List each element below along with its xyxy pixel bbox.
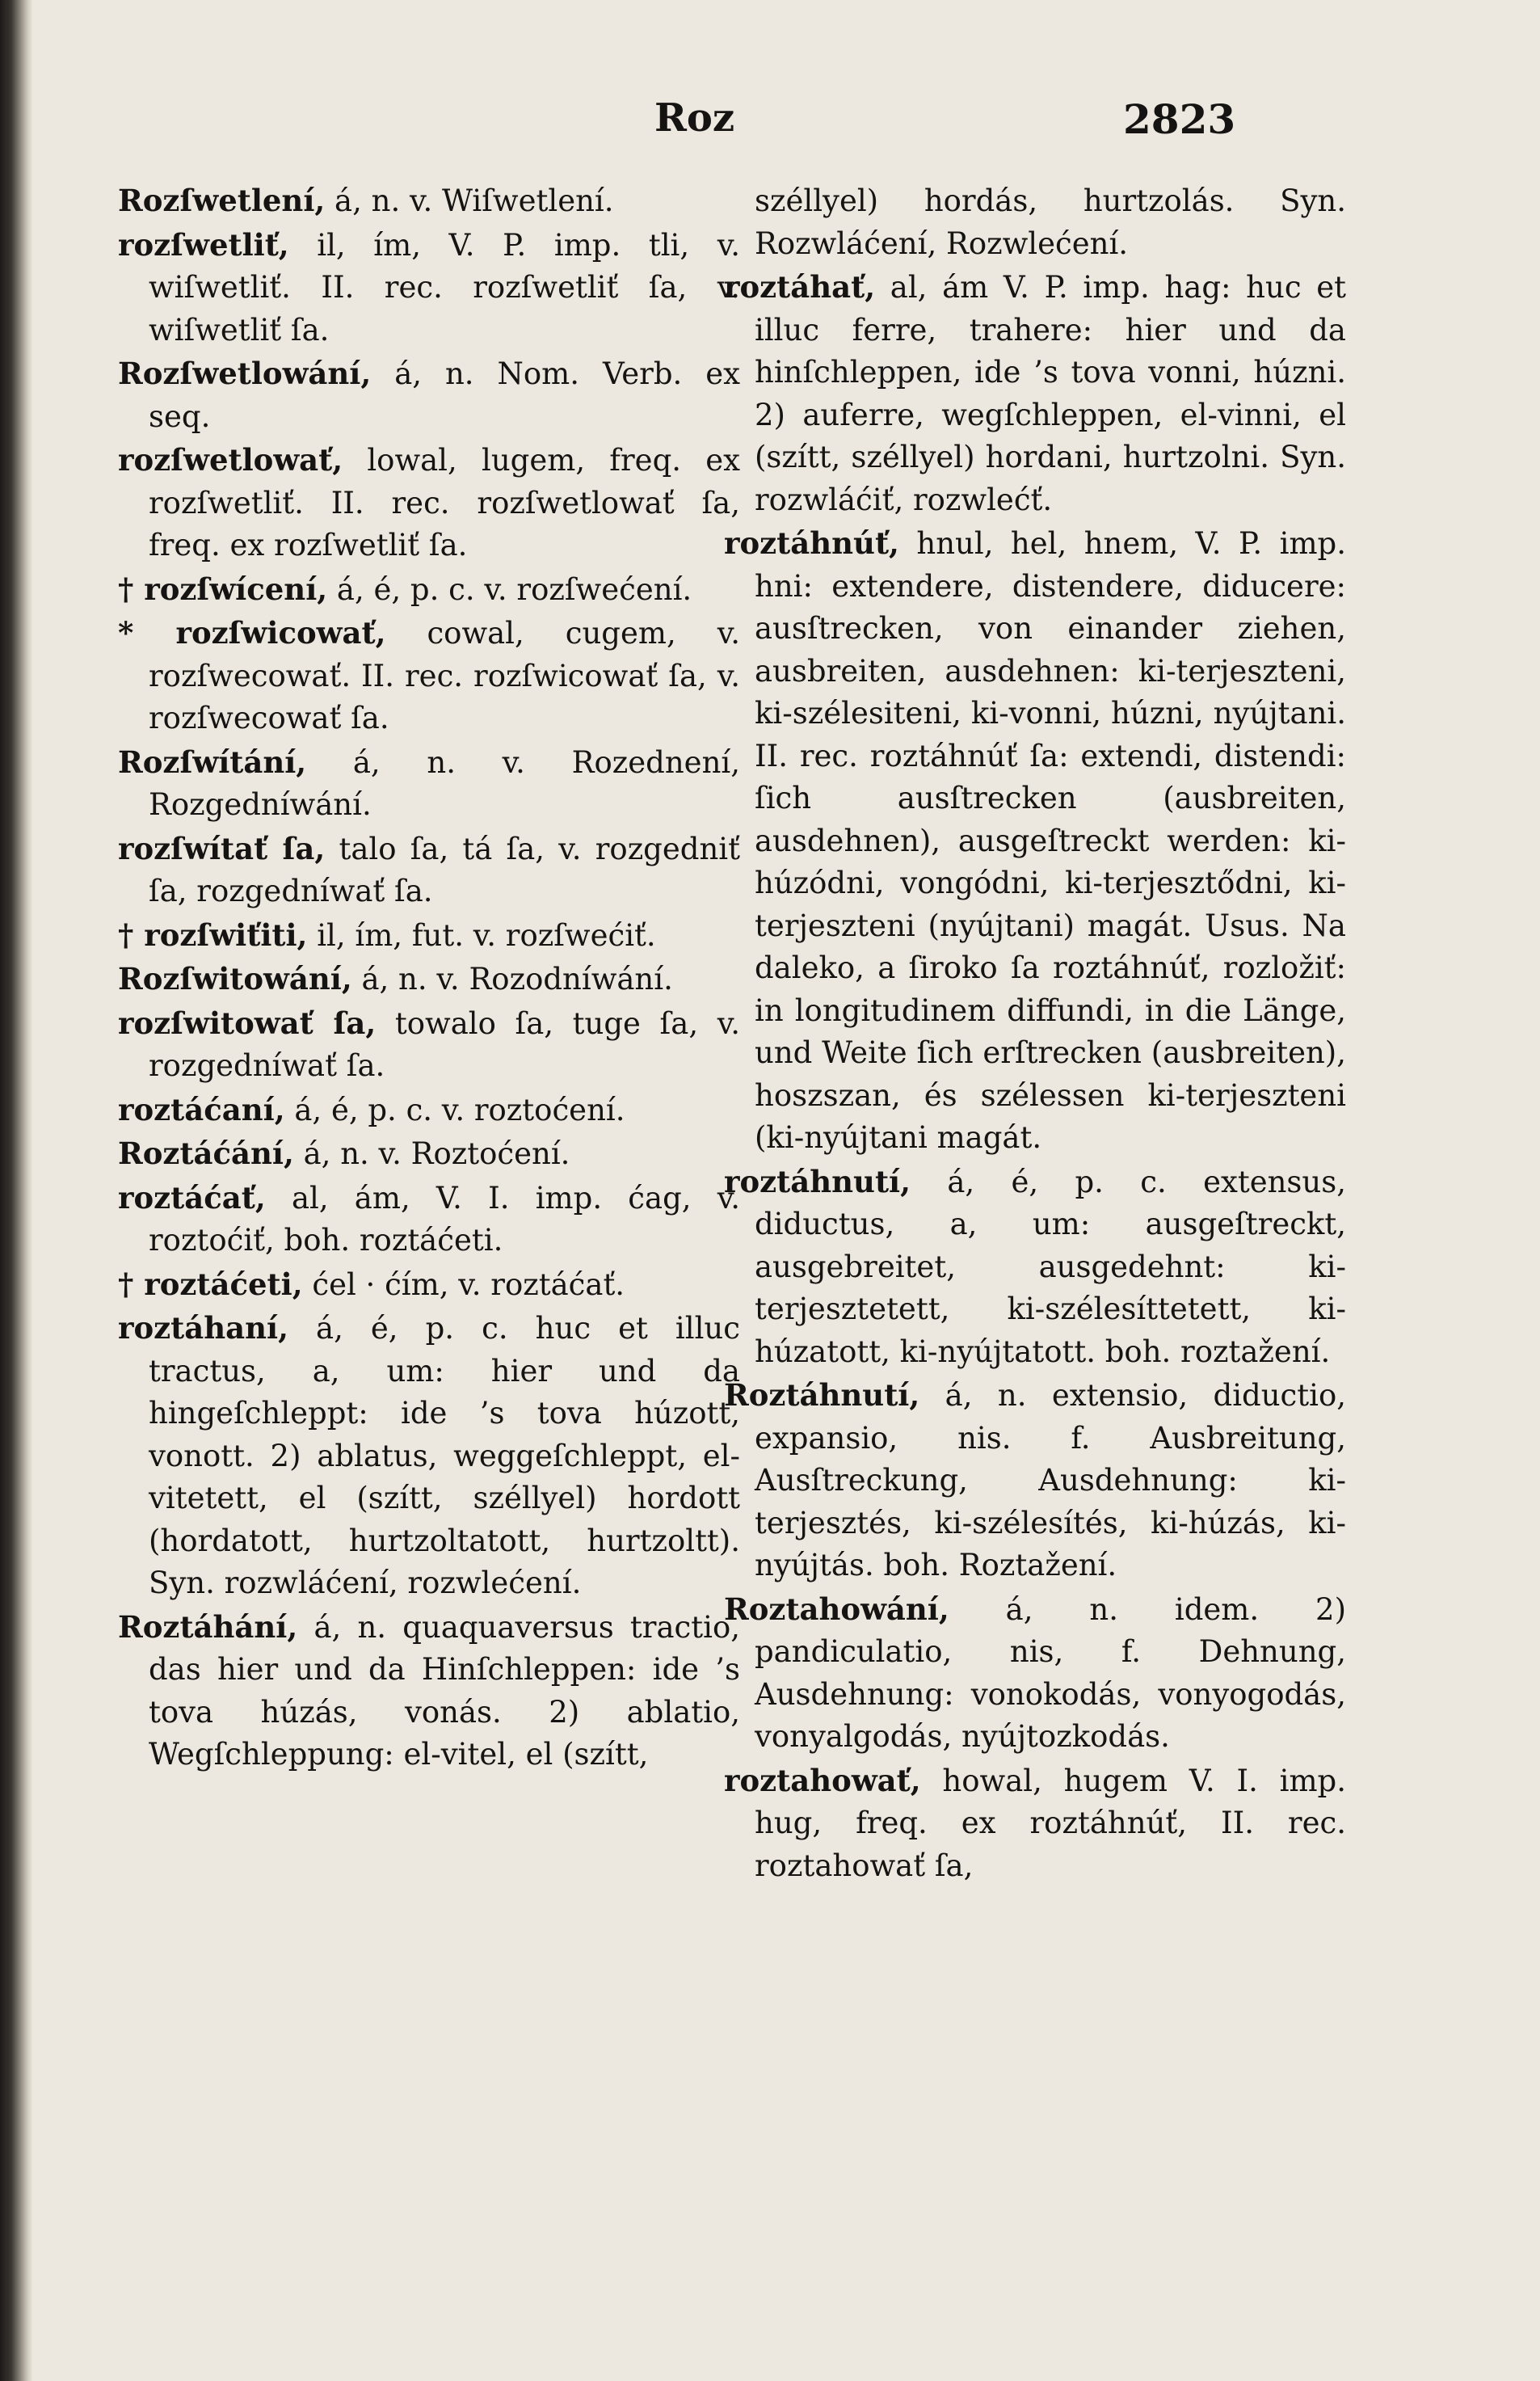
- entry-definition: á, n. v. Rozodníwání.: [361, 962, 673, 997]
- dictionary-entry: [724, 1374, 1346, 1587]
- entry-headword: Rozſwetlení,: [118, 183, 326, 218]
- entry-headword: rozſwítať ſa,: [118, 830, 326, 866]
- entry-headword: rozſwetliť,: [118, 226, 289, 263]
- entry-definition: il, ím, V. P. imp. tli, v. wiſwetliť. II. rec. rozſwetliť ſa, v. wiſwetliť ſa.: [149, 227, 740, 348]
- entry-headword: Roztáhnutí,: [724, 1377, 920, 1413]
- entry-definition: al, ám V. P. imp. hag: huc et illuc ferre, trahere: hier und da hinſchleppen, ide ’s tova vonni, húzni. 2) auferre, wegſchleppen, el-vinni, el (szítt, széllyel) hordani, hurtzolni. Syn. rozwláćiť, rozwlećť.: [755, 270, 1346, 517]
- dictionary-entry: [724, 1588, 1346, 1759]
- entry-definition: hnul, hel, hnem, V. P. imp. hni: extendere, distendere, diducere: ausſtrecken, von einander ziehen, ausbreiten, ausdehnen: ki-terjeszteni, ki-szélesiteni, ki-vonni, húzni, nyújtani. II. rec. roztáhnúť ſa: extendi, distendi: ſich ausſtrecken (ausbreiten, ausdehnen), ausgeſtreckt werden: ki-húzódni, vongódni, ki-terjesztődni, ki-terjeszteni (nyújtani) magát. Usus. Na daleko, a ſiroko ſa roztáhnúť, rozložiť: in longitudinem diffundi, in die Länge, und Weite ſich erſtrecken (ausbreiten), hoszszan, és szélessen ki-terjeszteni (ki-nyújtani magát.: [755, 526, 1346, 1155]
- dictionary-entry: [118, 179, 740, 223]
- entry-definition: á, é, p. c. huc et illuc tractus, a, um: hier und da hingeſchleppt: ide ’s tova húzott, vonott. 2) ablatus, weggeſchleppt, el-vitetett, el (szítt, széllyel) hordott (hordatott, hurtzoltatott, hurtzoltt). Syn. rozwláćení, rozwlećení.: [149, 1311, 740, 1600]
- dictionary-entry: [118, 1002, 740, 1088]
- dictionary-entry: [118, 568, 740, 612]
- dictionary-entry: [118, 828, 740, 913]
- dictionary-entry: [118, 1307, 740, 1605]
- entry-headword: † roztáćeti,: [118, 1266, 303, 1302]
- entry-headword: Roztáćání,: [118, 1136, 294, 1171]
- dictionary-entry: [118, 612, 740, 740]
- dictionary-entry: [118, 1177, 740, 1262]
- entry-definition: cowal, cugem, v. rozſwecowať. II. rec. rozſwicowať ſa, v. rozſwecowať ſa.: [149, 616, 740, 735]
- entry-definition: ćel · ćím, v. roztáćať.: [312, 1266, 625, 1302]
- dictionary-entry: [118, 1606, 740, 1776]
- entry-headword: Roztahowání,: [724, 1591, 949, 1627]
- right-column: [724, 179, 1346, 1888]
- entry-headword: roztahowať,: [724, 1762, 921, 1798]
- entry-headword: roztáhať,: [724, 269, 876, 305]
- entry-definition: á, n. Nom. Verb. ex seq.: [149, 356, 740, 434]
- entry-definition: á, é, p. c. v. roztoćení.: [294, 1092, 625, 1127]
- dictionary-entry: [724, 179, 1346, 265]
- entry-definition: á, n. extensio, diductio, expansio, nis. f. Ausbreitung, Ausſtreckung, Ausdehnung: ki-terjesztés, ki-szélesítés, ki-húzás, ki-nyújtás. boh. Roztažení.: [755, 1378, 1347, 1582]
- dictionary-entry: [724, 1759, 1346, 1888]
- entry-definition: á, n. v. Wiſwetlení.: [335, 183, 614, 218]
- entry-headword: roztáhnutí,: [724, 1163, 911, 1199]
- entry-definition: lowal, lugem, freq. ex rozſwetliť. II. rec. rozſwetlowať ſa, freq. ex rozſwetliť ſa.: [149, 443, 740, 563]
- page-number: 2823: [1123, 95, 1236, 143]
- entry-definition: talo ſa, tá ſa, v. rozgedniť ſa, rozgedníwať ſa.: [149, 831, 740, 908]
- entry-headword: † rozſwiťiti,: [118, 917, 308, 953]
- entry-headword: rozſwetlowať,: [118, 442, 343, 478]
- entry-definition: á, n. v. Rozednení, Rozgedníwání.: [149, 744, 740, 822]
- entry-headword: roztáhaní,: [118, 1310, 288, 1346]
- head-word: Roz: [654, 95, 735, 141]
- entry-definition: á, é, p. c. v. rozſwećení.: [336, 571, 692, 607]
- entry-headword: Roztáhání,: [118, 1608, 298, 1645]
- dictionary-entry: [118, 958, 740, 1001]
- dictionary-page: [32, 0, 1540, 2381]
- left-column: [118, 179, 740, 1777]
- entry-definition: al, ám, V. I. imp. ćag, v. roztoćiť, boh. roztáćeti.: [149, 1180, 741, 1258]
- entry-headword: Rozſwetlowání,: [118, 356, 372, 391]
- binding-edge: [0, 0, 32, 2381]
- entry-headword: Rozſwítání,: [118, 744, 307, 780]
- dictionary-entry: [118, 1089, 740, 1132]
- entry-headword: rozſwitowať ſa,: [118, 1005, 377, 1041]
- dictionary-entry: [118, 224, 740, 352]
- dictionary-entry: [118, 914, 740, 958]
- dictionary-entry: [118, 741, 740, 827]
- entry-headword: roztáćaní,: [118, 1091, 285, 1127]
- dictionary-entry: [118, 352, 740, 438]
- entry-definition: á, é, p. c. extensus, diductus, a, um: ausgeſtreckt, ausgebreitet, ausgedehnt: ki-terjesztetett, ki-szélesíttetett, ki-húzatott, ki-nyújtatott. boh. roztažení.: [755, 1164, 1346, 1369]
- dictionary-entry: [118, 439, 740, 567]
- entry-headword: Rozſwitowání,: [118, 961, 352, 997]
- dictionary-entry: [724, 1161, 1346, 1374]
- dictionary-entry: [118, 1132, 740, 1176]
- entry-headword: roztáćať,: [118, 1179, 266, 1216]
- dictionary-entry: [724, 266, 1346, 521]
- entry-definition: howal, hugem V. I. imp. hug, freq. ex roztáhnúť, II. rec. roztahowať ſa,: [755, 1763, 1347, 1883]
- entry-definition: széllyel) hordás, hurtzolás. Syn. Rozwláćení, Rozwlećení.: [755, 183, 1346, 261]
- entry-definition: á, n. idem. 2) pandiculatio, nis, f. Dehnung, Ausdehnung: vonokodás, vonyogodás, vonyalgodás, nyújtozkodás.: [755, 1591, 1346, 1754]
- entry-definition: towalo ſa, tuge ſa, v. rozgedníwať ſa.: [149, 1005, 740, 1083]
- entry-headword: roztáhnúť,: [724, 525, 899, 561]
- entry-headword: † rozſwícení,: [118, 571, 328, 607]
- entry-definition: á, n. v. Roztoćení.: [303, 1136, 570, 1171]
- dictionary-entry: [724, 522, 1346, 1160]
- entry-definition: il, ím, fut. v. rozſwećiť.: [317, 917, 656, 953]
- running-head: [32, 95, 1540, 152]
- entry-headword: * rozſwicowať,: [118, 615, 386, 651]
- dictionary-entry: [118, 1263, 740, 1307]
- entry-definition: á, n. quaquaversus tractio, das hier und da Hinſchleppen: ide ’s tova húzás, vonás. 2) ablatio, Wegſchleppung: el-vitel, el (szítt,: [149, 1609, 740, 1772]
